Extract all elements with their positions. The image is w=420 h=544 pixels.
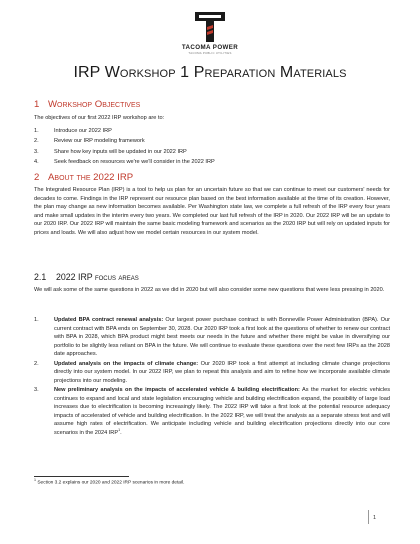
section-2-1-heading: 2.1 2022 IRP focus areas — [34, 272, 139, 282]
tacoma-power-t-logo-icon — [193, 10, 227, 44]
section-2-1-intro: We will ask some of the same questions in 2022 as we did in 2020 but will also consider some new questions that were less pressing in 2020. — [34, 287, 385, 293]
page-title: IRP Workshop 1 Preparation Materials — [73, 64, 347, 81]
list-item: 2. Updated analysis on the impacts of climate change: Our 2020 IRP took a first attempt at including climate change projections directly into our system model. In our 2022 IRP, we plan to repeat this analysis and aim to refine how we incorporate available climate projections into our modeling. — [34, 360, 391, 384]
list-item: 1. Introduce our 2022 IRP — [34, 128, 112, 134]
page-number: 1 — [373, 515, 377, 521]
tacoma-power-logo — [175, 10, 245, 55]
section-1-heading: 1 Workshop Objectives — [34, 99, 141, 110]
page-number-rule — [368, 510, 369, 524]
list-item: 1. Updated BPA contract renewal analysis: Our largest power purchase contract is with Bonneville Power Administration (BPA). Our current contract with BPA ends on September 30, 2028. Our 2020 IRP took a first look at the questions of whether to renew our contract with BPA in 2028, which BPA product might best meets our needs in the future and whether there might be value in diversifying our portfolio to be slightly less reliant on BPA in the future. We will continue to evaluate these questions over the next few IRPs as the 2028 date approaches. — [34, 317, 391, 358]
list-item: 2. Review our IRP modeling framework — [34, 138, 145, 145]
footnote: $^1$ Section 3.2 explains our 2020 and 2022 IRP scenarios in more detail. — [34, 478, 185, 486]
focus-areas-list — [34, 316, 390, 438]
footnote-separator — [34, 476, 129, 477]
list-item: 3. New preliminary analysis on the impacts of accelerated vehicle & building electrification: As the market for electric vehicles continues to expand and local and state legislation encouraging vehicle and building electrification expand, the possibility of large load increases due to electrification is becoming increasingly likely. The 2022 IRP will take a first look at the potential resource adequacy impacts of accelerated of vehicle and building electrification. In the 2022 IRP, we will treat the analysis as a separate stress test and will assume high rates of electrification. We anticipate including vehicle and building electrification projections directly into our core scenarios in the 2024 IRP$^1$. — [34, 386, 390, 436]
list-item: 3. Share how key inputs will be updated in our 2022 IRP — [34, 148, 187, 155]
list-item: 4. Seek feedback on resources we're we'll consider in the 2022 IRP — [34, 159, 215, 166]
brand-tagline: TACOMA PUBLIC UTILITIES — [188, 51, 232, 56]
section-2-heading: 2 About the 2022 IRP — [34, 172, 134, 183]
section-2-paragraph: The Integrated Resource Plan (IRP) is a tool to help us plan for an uncertain future so that we can continue to meet our customers' needs for decades to come. Findings in the IRP represent our resource plan based on the best information available at the time of its creation. However, the plan may change as new information becomes available. Per Washington state law, we complete a full refresh of the IRP every four years and make small updates in the interim every two years. We completed our last full refresh of the IRP in 2020. Our 2022 IRP will be an update to our 2020 IRP. Our 2022 IRP will maintain the same basic modeling framework and scenarios as the 2020 IRP but will rely on updated inputs for prices and loads. We will also adjust how we model certain resources in our system model. — [34, 187, 390, 236]
section-1-intro: The objectives of our first 2022 IRP workshop are to: — [34, 115, 165, 121]
brand-name: TACOMA POWER — [181, 44, 239, 51]
objectives-list — [34, 126, 374, 168]
footnote-ref: 1 — [118, 428, 121, 433]
